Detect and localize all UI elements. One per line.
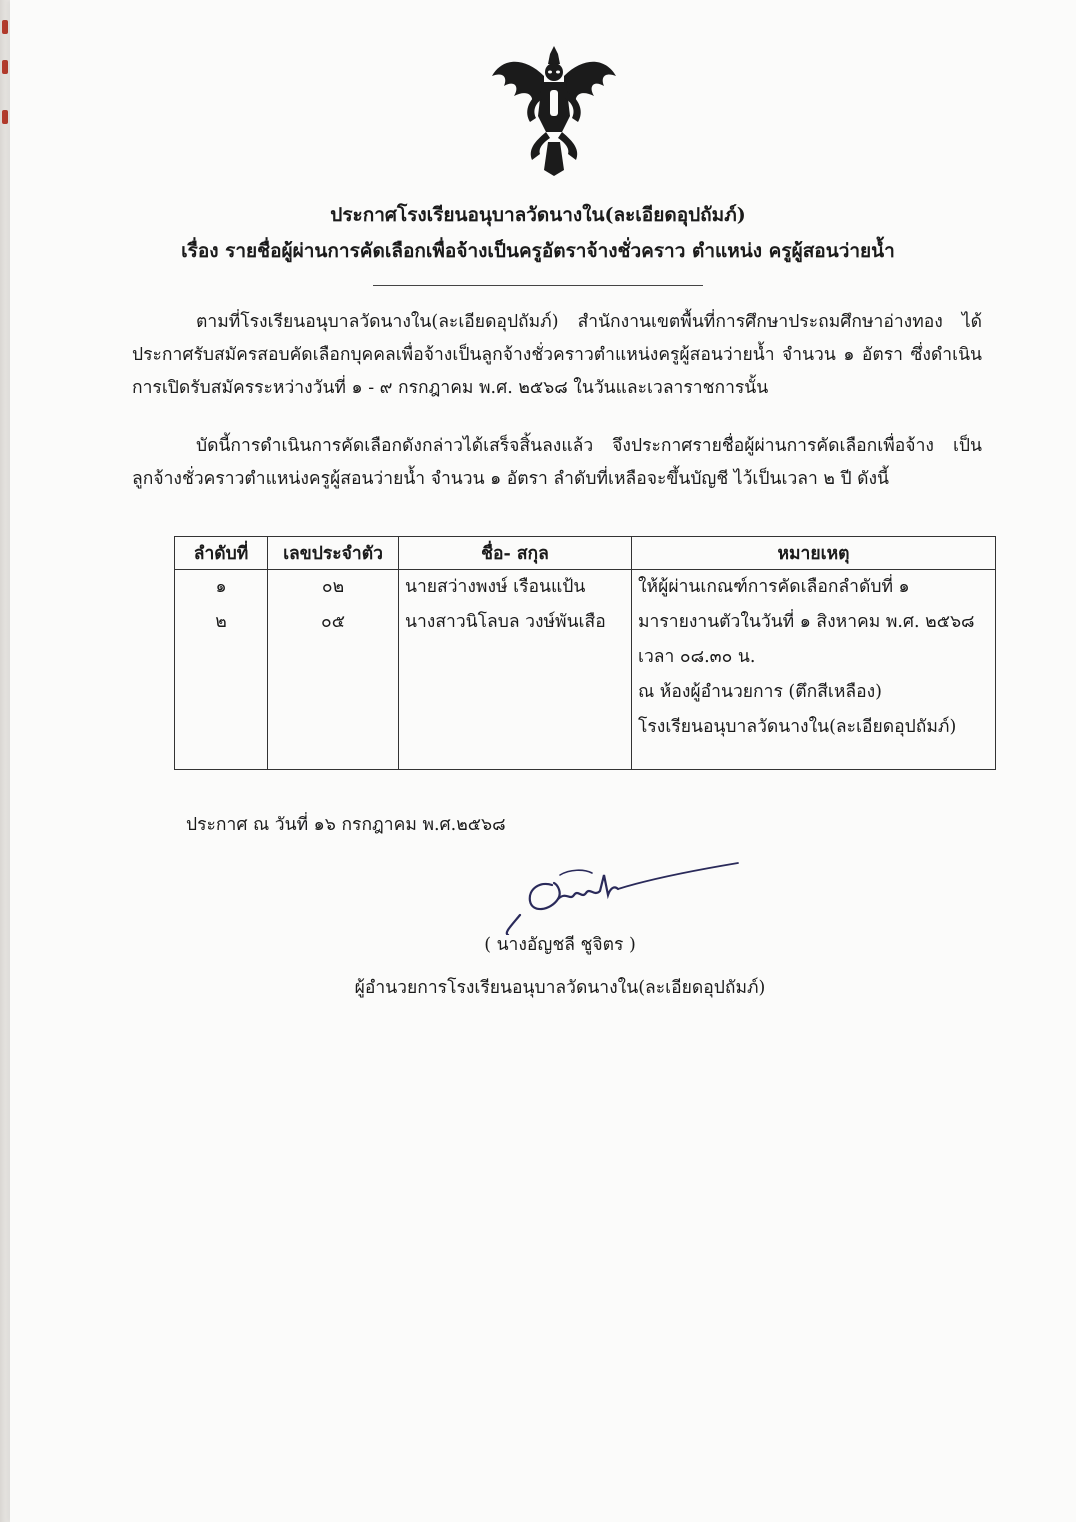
row-name: นายสว่างพงษ์ เรือนแป้น xyxy=(405,577,586,597)
header-order: ลำดับที่ xyxy=(175,537,268,570)
announcement-subject: เรื่อง รายชื่อผู้ผ่านการคัดเลือกเพื่อจ้างเป็นครูอัตราจ้างชั่วคราว ตำแหน่ง ครูผู้สอนว่ายน้ำ xyxy=(181,240,895,262)
paragraph-background-text: ตามที่โรงเรียนอนุบาลวัดนางใน(ละเอียดอุปถัมภ์) สำนักงานเขตพื้นที่การศึกษาประถมศึกษาอ่างทอง ได้ประกาศรับสมัครสอบคัดเลือกบุคคลเพื่อจ้างเป็นลูกจ้างชั่วคราวตำแหน่งครูผู้สอนว่ายน้ำ จำนวน ๑ อัตรา ซึ่งดำเนินการเปิดรับสมัครระหว่างวันที่ ๑ - ๙ กรกฎาคม พ.ศ. ๒๕๖๘ ในวันและเวลาราชการนั้น xyxy=(132,312,982,398)
row-order: ๑ xyxy=(215,577,227,597)
selection-table xyxy=(174,536,996,770)
table-header-row xyxy=(175,537,996,570)
edge-mark xyxy=(2,110,8,124)
announcement-title: ประกาศโรงเรียนอนุบาลวัดนางใน(ละเอียดอุปถัมภ์) xyxy=(330,204,746,226)
name-cell xyxy=(399,570,632,770)
remark-line: เวลา ๐๘.๓๐ น. xyxy=(638,647,756,667)
row-id: ๐๒ xyxy=(321,577,345,597)
row-order: ๒ xyxy=(215,612,227,632)
edge-mark xyxy=(2,20,8,34)
remark-line: ให้ผู้ผ่านเกณฑ์การคัดเลือกลำดับที่ ๑ xyxy=(638,577,910,597)
title-divider xyxy=(373,285,703,286)
paragraph-result-text: บัดนี้การดำเนินการคัดเลือกดังกล่าวได้เสร็จสิ้นลงแล้ว จึงประกาศรายชื่อผู้ผ่านการคัดเลือกเพื่อจ้าง เป็นลูกจ้างชั่วคราวตำแหน่งครูผู้สอนว่ายน้ำ จำนวน ๑ อัตรา ลำดับที่เหลือจะขึ้นบัญชี ไว้เป็นเวลา ๒ ปี ดังนี้ xyxy=(132,436,982,489)
order-cell xyxy=(175,570,268,770)
garuda-emblem-icon xyxy=(484,46,624,176)
remark-line: มารายงานตัวในวันที่ ๑ สิงหาคม พ.ศ. ๒๕๖๘ xyxy=(638,612,975,632)
remark-line: ณ ห้องผู้อำนวยการ (ตึกสีเหลือง) xyxy=(638,682,883,702)
announcement-date: ประกาศ ณ วันที่ ๑๖ กรกฎาคม พ.ศ.๒๕๖๘ xyxy=(186,815,506,835)
table-row xyxy=(175,570,996,770)
edge-mark xyxy=(2,60,8,74)
paragraph-background xyxy=(132,306,982,405)
handwritten-signature-icon xyxy=(500,855,750,935)
header-name: ชื่อ- สกุล xyxy=(399,537,632,570)
remark-cell xyxy=(632,570,996,770)
header-id: เลขประจำตัว xyxy=(268,537,399,570)
header-remark: หมายเหตุ xyxy=(632,537,996,570)
signer-position: ผู้อำนวยการโรงเรียนอนุบาลวัดนางใน(ละเอียดอุปถัมภ์) xyxy=(354,978,766,998)
paragraph-result xyxy=(132,430,982,496)
row-id: ๐๕ xyxy=(321,612,345,632)
id-cell xyxy=(268,570,399,770)
signer-name: ( นางอัญชลี ชูจิตร ) xyxy=(484,935,636,955)
remark-line: โรงเรียนอนุบาลวัดนางใน(ละเอียดอุปถัมภ์) xyxy=(638,717,957,737)
row-name: นางสาวนิโลบล วงษ์พันเสือ xyxy=(405,612,606,632)
